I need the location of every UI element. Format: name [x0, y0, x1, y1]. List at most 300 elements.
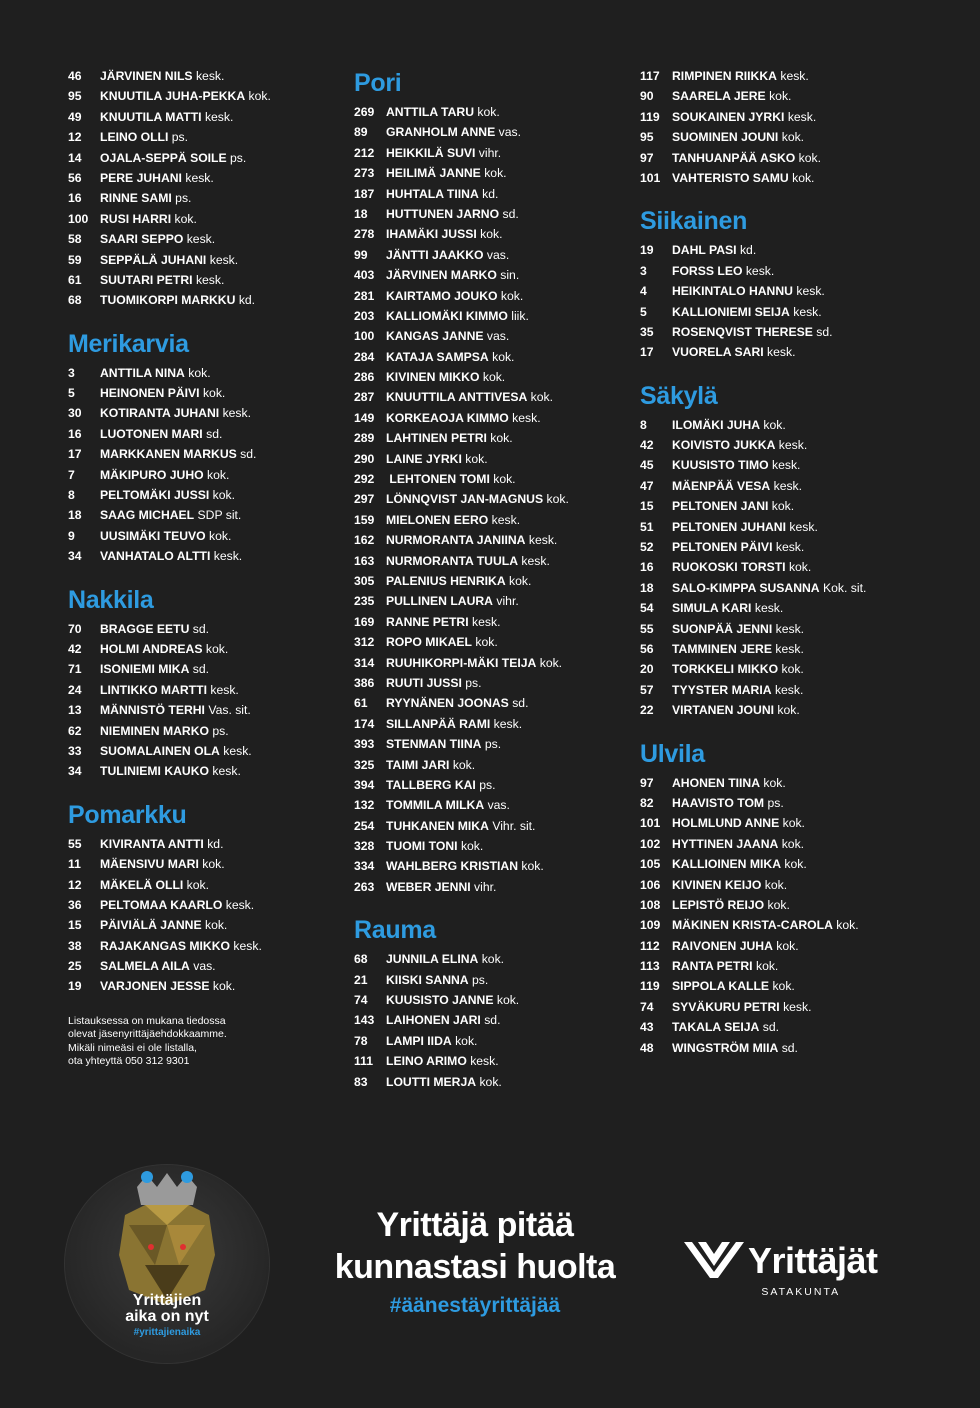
candidate-name: RAIVONEN JUHA	[672, 938, 773, 953]
candidate-party: kd.	[482, 186, 499, 201]
candidate-row	[640, 915, 866, 935]
candidate-party: ps.	[479, 777, 496, 792]
candidate-number: 292	[354, 472, 375, 487]
candidate-name: VUORELA SARI	[672, 345, 764, 360]
candidate-party: kesk.	[204, 109, 234, 124]
municipality-heading: Rauma	[354, 916, 436, 945]
candidate-number: 235	[354, 594, 375, 609]
candidate-name: KOTIRANTA JUHANI	[100, 406, 220, 421]
candidate-party: kesk.	[470, 1054, 499, 1069]
candidate-party: kok.	[482, 370, 506, 385]
candidate-name: TUOMIKORPI MARKKU	[100, 293, 236, 308]
candidate-name: HOLMI ANDREAS	[100, 641, 203, 656]
candidate-party: kok.	[212, 488, 236, 503]
candidate-row	[68, 363, 288, 383]
municipality-heading: Pori	[354, 69, 402, 97]
candidate-name: KALLIONIEMI SEIJA	[672, 304, 790, 319]
contact-note-line: olevat jäsenyrittäjäehdokkaamme.	[68, 1028, 227, 1041]
candidate-row	[68, 956, 288, 976]
municipality-heading: Merikarvia	[68, 329, 189, 358]
candidate-row	[640, 66, 866, 86]
candidate-name: LUOTONEN MARI	[100, 426, 203, 441]
candidate-number: 5	[640, 304, 647, 319]
candidate-name: ROPO MIKAEL	[386, 635, 472, 650]
candidate-row	[640, 875, 866, 895]
candidate-row	[354, 245, 569, 265]
candidate-row	[354, 551, 569, 571]
candidate-number: 100	[354, 329, 375, 344]
candidate-party: vas.	[486, 329, 510, 344]
candidate-party: kok.	[202, 386, 226, 401]
yrittajat-logo	[684, 1238, 878, 1298]
candidate-party: kok.	[767, 897, 790, 912]
candidate-name: LOUTTI MERJA	[386, 1074, 477, 1089]
contact-note-line: Mikäli nimeäsi ei ole listalla,	[68, 1041, 197, 1054]
candidate-name: LEINO ARIMO	[386, 1054, 467, 1069]
candidate-name: TAKALA SEIJA	[672, 1020, 760, 1035]
candidate-party: kok.	[771, 499, 795, 514]
contact-note	[68, 1015, 288, 1069]
candidate-name: HEIKINTALO HANNU	[672, 284, 793, 299]
candidate-party: sd.	[762, 1020, 780, 1035]
candidate-row	[640, 598, 866, 618]
candidate-row	[640, 639, 866, 659]
candidate-row	[68, 546, 288, 566]
candidate-number: 33	[68, 743, 82, 758]
candidate-row	[354, 163, 569, 183]
candidate-number: 34	[68, 549, 82, 564]
candidate-party: kok.	[204, 918, 228, 933]
candidate-row	[640, 793, 866, 813]
candidate-party: kesk.	[213, 549, 243, 564]
candidate-party: kok.	[509, 573, 532, 588]
candidate-row	[640, 517, 866, 537]
badge-line-2: aika on nyt	[125, 1308, 209, 1325]
column-1	[68, 66, 288, 1069]
candidate-number: 187	[354, 186, 375, 201]
candidate-party: kesk.	[491, 512, 521, 527]
candidate-row	[354, 428, 569, 448]
candidate-party: kesk.	[233, 938, 262, 953]
column-3	[640, 66, 866, 1076]
candidate-party: kesk.	[493, 716, 523, 731]
candidate-row	[68, 250, 288, 270]
candidate-name: ANTTILA NINA	[100, 365, 185, 380]
candidate-name: VARJONEN JESSE	[100, 979, 210, 994]
candidate-name: HEILIMÄ JANNE	[386, 166, 481, 181]
candidate-row	[68, 875, 288, 895]
candidate-party: kesk.	[209, 252, 239, 267]
candidate-number: 328	[354, 839, 375, 854]
candidate-row	[354, 224, 569, 244]
candidate-row	[354, 755, 569, 775]
candidate-number: 111	[354, 1054, 373, 1069]
candidate-party: kok.	[492, 349, 515, 364]
candidate-party: kesk.	[796, 284, 825, 299]
candidate-party: kd.	[238, 293, 256, 308]
candidate-party: kok.	[777, 703, 800, 718]
candidate-row	[354, 530, 569, 550]
candidate-party: kok.	[477, 105, 500, 119]
candidate-number: 54	[640, 601, 654, 616]
candidate-name: TAIMI JARI	[386, 757, 450, 772]
candidate-party: vas.	[487, 798, 510, 813]
candidate-number: 99	[354, 247, 368, 262]
candidate-number: 57	[640, 682, 654, 697]
candidate-number: 15	[640, 499, 654, 514]
candidate-row	[354, 714, 569, 734]
municipality-section	[640, 66, 866, 188]
candidate-number: 132	[354, 798, 375, 813]
candidate-row	[640, 476, 866, 496]
candidate-name: HUHTALA TIINA	[386, 186, 479, 201]
candidate-row	[68, 107, 288, 127]
candidate-number: 269	[354, 105, 375, 119]
candidate-name: ROSENQVIST THERESE	[672, 324, 813, 339]
candidate-number: 143	[354, 1013, 375, 1028]
candidate-row	[354, 122, 569, 142]
candidate-name: TORKKELI MIKKO	[672, 662, 779, 677]
candidate-party: kok.	[452, 757, 476, 772]
candidate-name: WINGSTRÖM MIIA	[672, 1040, 779, 1055]
candidate-number: 56	[68, 170, 82, 185]
candidate-number: 117	[640, 69, 660, 83]
candidate-name: HEINONEN PÄIVI	[100, 386, 200, 401]
candidate-party: ps.	[171, 130, 189, 145]
candidate-row	[640, 619, 866, 639]
candidate-number: 287	[354, 390, 375, 405]
candidate-row	[354, 347, 569, 367]
candidate-party: kok.	[755, 959, 779, 974]
candidate-row	[68, 659, 288, 679]
candidate-name: KIISKI SANNA	[386, 972, 469, 987]
candidate-party: Vihr. sit.	[492, 818, 536, 833]
candidate-row	[354, 408, 569, 428]
candidate-row	[68, 86, 288, 106]
candidate-number: 109	[640, 918, 661, 933]
candidate-number: 12	[68, 877, 82, 892]
candidate-party: kok.	[174, 211, 197, 226]
candidate-number: 70	[68, 621, 82, 636]
candidate-row	[640, 415, 866, 435]
candidate-number: 45	[640, 458, 654, 473]
candidate-name: KAIRTAMO JOUKO	[386, 288, 498, 303]
candidate-party: sd.	[512, 696, 529, 711]
candidate-party: ps.	[465, 675, 482, 690]
candidate-party: kesk.	[225, 897, 255, 912]
candidate-name: KALLIOMÄKI KIMMO	[386, 308, 508, 323]
candidate-party: kok.	[480, 227, 503, 242]
candidate-name: MÄKINEN KRISTA-CAROLA	[672, 918, 833, 933]
candidate-row	[68, 485, 288, 505]
candidate-party: kok.	[455, 1033, 478, 1048]
municipality-section	[354, 68, 569, 897]
candidate-number: 9	[68, 528, 75, 543]
candidate-name: WEBER JENNI	[386, 879, 471, 894]
candidate-row	[354, 326, 569, 346]
candidate-name: SIMULA KARI	[672, 601, 752, 616]
candidate-party: sd.	[781, 1040, 798, 1055]
candidate-row	[354, 949, 569, 969]
candidate-number: 61	[354, 696, 368, 711]
candidate-name: LEHTONEN TOMI	[386, 472, 490, 487]
candidate-name: PERE JUHANI	[100, 170, 182, 185]
candidate-name: KIVIRANTA ANTTI	[100, 836, 204, 851]
candidate-name: IHAMÄKI JUSSI	[386, 227, 477, 242]
candidate-number: 74	[354, 993, 368, 1008]
candidate-number: 97	[640, 775, 654, 790]
candidate-number: 159	[354, 512, 375, 527]
candidate-number: 203	[354, 308, 375, 323]
candidate-party: kok.	[763, 417, 786, 432]
candidate-number: 3	[68, 365, 75, 380]
candidate-party: Kok. sit.	[823, 580, 867, 595]
candidate-party: kok.	[496, 993, 520, 1008]
candidate-row	[354, 489, 569, 509]
candidate-number: 8	[68, 488, 75, 503]
candidate-row	[640, 148, 866, 168]
candidate-name: HYTTINEN JAANA	[672, 836, 779, 851]
candidate-row	[354, 693, 569, 713]
candidate-number: 42	[640, 438, 654, 453]
candidate-number: 101	[640, 170, 661, 185]
candidate-number: 51	[640, 519, 654, 534]
candidate-row	[68, 936, 288, 956]
candidate-number: 52	[640, 540, 654, 555]
candidate-row	[640, 895, 866, 915]
candidate-number: 105	[640, 857, 661, 872]
candidate-party: kok.	[781, 130, 805, 145]
candidate-number: 8	[640, 417, 647, 432]
candidate-row	[68, 700, 288, 720]
candidate-number: 386	[354, 675, 375, 690]
candidate-party: kok.	[788, 560, 812, 575]
candidate-name: KUUSISTO TIMO	[672, 458, 769, 473]
candidate-row	[354, 102, 569, 122]
candidate-number: 273	[354, 166, 375, 181]
candidate-party: sd.	[206, 426, 223, 441]
candidate-name: SALMELA AILA	[100, 959, 190, 974]
candidate-row	[640, 834, 866, 854]
candidate-party: ps.	[212, 723, 229, 738]
candidate-name: SIPPOLA KALLE	[672, 979, 770, 994]
candidate-party: kesk.	[745, 263, 775, 278]
candidate-party: ps.	[472, 972, 489, 987]
candidate-number: 90	[640, 89, 654, 104]
candidate-number: 78	[354, 1033, 368, 1048]
candidate-row	[354, 306, 569, 326]
candidate-party: vihr.	[474, 879, 497, 894]
candidate-number: 12	[68, 130, 82, 145]
candidate-number: 18	[68, 508, 82, 523]
candidate-number: 19	[640, 243, 654, 258]
candidate-party: kesk.	[512, 410, 541, 425]
candidate-number: 95	[68, 89, 82, 104]
candidate-name: STENMAN TIINA	[386, 737, 482, 752]
candidate-party: kesk.	[767, 345, 796, 360]
candidate-party: kesk.	[528, 533, 558, 548]
candidate-name: SYVÄKURU PETRI	[672, 999, 780, 1014]
municipality-heading: Nakkila	[68, 585, 154, 614]
candidate-party: vihr.	[496, 594, 519, 609]
candidate-party: liik.	[511, 308, 529, 323]
municipality-section	[640, 206, 866, 362]
candidate-row	[354, 387, 569, 407]
candidate-row	[640, 854, 866, 874]
slogan-hashtag: #äänestäyrittäjää	[389, 1294, 561, 1317]
candidate-party: kesk.	[774, 682, 804, 697]
candidate-row	[354, 970, 569, 990]
candidate-row	[68, 721, 288, 741]
candidate-number: 21	[354, 972, 368, 987]
candidate-name: MIELONEN EERO	[386, 512, 489, 527]
candidate-number: 101	[640, 816, 661, 831]
candidate-row	[354, 1051, 569, 1071]
candidate-row	[68, 66, 288, 86]
candidate-name: KNUUTILA MATTI	[100, 109, 202, 124]
candidate-name: LEINO OLLI	[100, 130, 169, 145]
candidate-number: 48	[640, 1040, 654, 1055]
candidate-party: kok.	[772, 979, 795, 994]
candidate-number: 149	[354, 410, 375, 425]
candidate-row	[354, 204, 569, 224]
column-2	[354, 66, 569, 1110]
candidate-number: 47	[640, 478, 654, 493]
candidate-name: NIEMINEN MARKO	[100, 723, 210, 738]
candidate-row	[354, 591, 569, 611]
candidate-number: 334	[354, 859, 375, 874]
candidate-row	[354, 653, 569, 673]
candidate-name: LAINE JYRKI	[386, 451, 462, 466]
candidate-name: SAARI SEPPO	[100, 232, 184, 247]
candidate-party: kesk.	[772, 458, 801, 473]
candidate-row	[640, 1038, 866, 1058]
candidate-party: kok.	[764, 877, 788, 892]
candidate-party: kesk.	[789, 519, 818, 534]
candidate-row	[640, 342, 866, 362]
candidate-party: ps.	[230, 150, 247, 165]
candidate-name: LINTIKKO MARTTI	[100, 682, 207, 697]
candidate-name: TUOMI TONI	[386, 839, 458, 854]
candidate-row	[640, 261, 866, 281]
candidate-party: kesk.	[222, 406, 252, 421]
candidate-row	[640, 496, 866, 516]
candidate-name: RUUTI JUSSI	[386, 675, 462, 690]
candidate-number: 393	[354, 737, 375, 752]
candidate-number: 20	[640, 662, 654, 677]
candidate-number: 17	[640, 345, 654, 360]
candidate-row	[68, 680, 288, 700]
candidate-name: TOMMILA MILKA	[386, 798, 485, 813]
candidate-name: SUOMINEN JOUNI	[672, 130, 779, 145]
candidate-name: RUOKOSKI TORSTI	[672, 560, 786, 575]
candidate-number: 43	[640, 1020, 654, 1035]
candidate-party: kesk.	[195, 272, 225, 287]
candidate-party: kok.	[782, 816, 805, 831]
candidate-number: 82	[640, 795, 654, 810]
candidate-name: RIMPINEN RIIKKA	[672, 69, 777, 83]
candidate-number: 163	[354, 553, 375, 568]
candidate-row	[640, 127, 866, 147]
candidate-name: RAJAKANGAS MIKKO	[100, 938, 231, 953]
candidate-name: KATAJA SAMPSA	[386, 349, 489, 364]
candidate-number: 14	[68, 150, 82, 165]
candidate-row	[354, 990, 569, 1010]
candidate-number: 106	[640, 877, 661, 892]
candidate-party: kok.	[792, 170, 815, 185]
logo-wordmark: Yrittäjät	[748, 1240, 878, 1281]
candidate-row	[68, 639, 288, 659]
candidate-party: kok.	[493, 472, 516, 487]
candidate-number: 59	[68, 252, 82, 267]
candidate-row	[640, 773, 866, 793]
candidate-number: 16	[640, 560, 654, 575]
candidate-row	[68, 424, 288, 444]
candidate-row	[68, 761, 288, 781]
candidate-number: 3	[640, 263, 647, 278]
candidate-party: kok.	[836, 918, 859, 933]
candidate-row	[354, 795, 569, 815]
candidate-number: 97	[640, 150, 654, 165]
candidate-party: kok.	[248, 89, 271, 104]
candidate-number: 36	[68, 897, 82, 912]
candidate-name: RUUHIKORPI-MÄKI TEIJA	[386, 655, 537, 670]
candidate-row	[640, 956, 866, 976]
candidate-number: 49	[68, 109, 82, 124]
candidate-number: 119	[640, 109, 660, 124]
candidate-row	[354, 1010, 569, 1030]
candidate-name: LAIHONEN JARI	[386, 1013, 481, 1028]
candidate-name: MÄENSIVU MARI	[100, 857, 199, 872]
candidate-name: LAMPI IIDA	[386, 1033, 452, 1048]
candidate-name: LÖNNQVIST JAN-MAGNUS	[386, 492, 544, 507]
candidate-party: kok.	[186, 877, 210, 892]
candidate-number: 16	[68, 191, 82, 206]
candidate-row	[68, 895, 288, 915]
candidate-party: sd.	[192, 621, 210, 636]
candidate-party: SDP sit.	[197, 508, 242, 523]
candidate-number: 42	[68, 641, 82, 656]
candidate-party: sd.	[502, 206, 519, 221]
candidate-row	[640, 302, 866, 322]
candidate-number: 325	[354, 757, 375, 772]
candidate-row	[354, 1072, 569, 1092]
candidate-name: VANHATALO ALTTI	[100, 549, 211, 564]
candidate-name: HEIKKILÄ SUVI	[386, 145, 476, 160]
candidate-row	[68, 834, 288, 854]
candidate-number: 289	[354, 431, 375, 446]
candidate-name: TUHKANEN MIKA	[386, 818, 489, 833]
candidate-number: 7	[68, 467, 75, 482]
candidate-party: kok.	[202, 857, 225, 872]
candidate-name: BRAGGE EETU	[100, 621, 190, 636]
candidate-name: SILLANPÄÄ RAMI	[386, 716, 491, 731]
candidate-party: kok.	[521, 859, 544, 874]
municipality-section	[68, 329, 288, 567]
candidate-row	[640, 107, 866, 127]
candidate-party: kesk.	[775, 540, 805, 555]
slogan-line-1: Yrittäjä pitää	[376, 1206, 574, 1244]
candidate-number: 169	[354, 614, 375, 629]
candidate-row	[640, 680, 866, 700]
candidate-row	[640, 240, 866, 260]
badge-line-1: Yrittäjien	[132, 1292, 202, 1309]
candidate-name: KUUSISTO JANNE	[386, 993, 494, 1008]
candidate-party: kd.	[207, 836, 224, 851]
candidate-party: kesk.	[212, 764, 241, 779]
candidate-name: WAHLBERG KRISTIAN	[386, 859, 519, 874]
candidate-party: kok.	[484, 166, 507, 181]
